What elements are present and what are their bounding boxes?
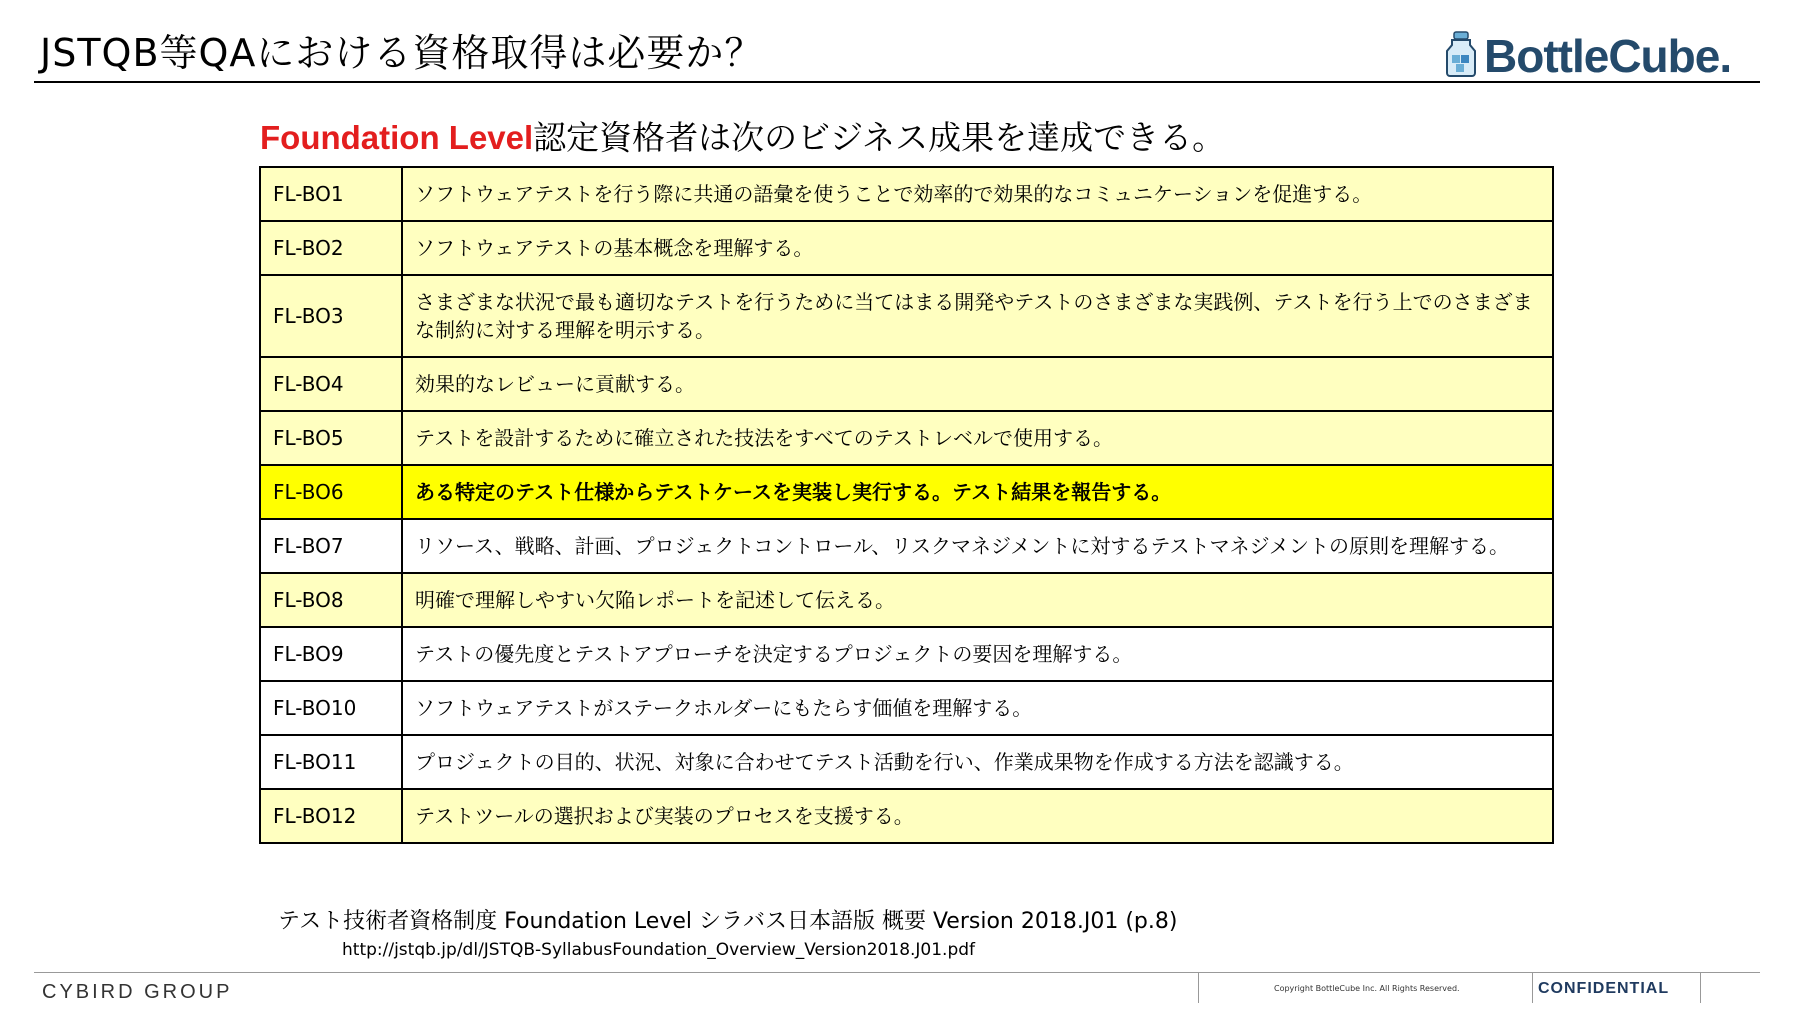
outcome-code: FL-BO7	[260, 519, 402, 573]
outcome-code: FL-BO4	[260, 357, 402, 411]
table-row	[260, 221, 1553, 275]
table-row-highlighted	[260, 465, 1553, 519]
reference-url[interactable]: http://jstqb.jp/dl/JSTQB-SyllabusFoundation_Overview_Version2018.J01.pdf	[342, 940, 976, 960]
outcome-description: ソフトウェアテストがステークホルダーにもたらす価値を理解する。	[402, 681, 1553, 735]
outcome-description: テストを設計するために確立された技法をすべてのテストレベルで使用する。	[402, 411, 1553, 465]
outcome-description: テストの優先度とテストアプローチを決定するプロジェクトの要因を理解する。	[402, 627, 1553, 681]
subtitle-accent: Foundation Level	[260, 119, 534, 156]
table-row	[260, 735, 1553, 789]
title-divider	[34, 81, 1760, 83]
outcome-code: FL-BO5	[260, 411, 402, 465]
outcome-description: 明確で理解しやすい欠陥レポートを記述して伝える。	[402, 573, 1553, 627]
outcome-code: FL-BO10	[260, 681, 402, 735]
outcome-code: FL-BO6	[260, 465, 402, 519]
bottlecube-logo	[1444, 28, 1731, 84]
outcome-description: さまざまな状況で最も適切なテストを行うために当てはまる開発やテストのさまざまな実践例、テストを行う上でのさまざまな制約に対する理解を明示する。	[402, 275, 1553, 357]
footer-separator	[1532, 973, 1533, 1003]
outcome-description: ソフトウェアテストを行う際に共通の語彙を使うことで効率的で効果的なコミュニケーションを促進する。	[402, 167, 1553, 221]
table-row	[260, 411, 1553, 465]
outcome-code: FL-BO12	[260, 789, 402, 843]
footer-divider	[34, 972, 1760, 973]
table-row	[260, 789, 1553, 843]
slide-subtitle	[260, 112, 1225, 159]
business-outcomes-table	[259, 166, 1554, 844]
outcome-description: プロジェクトの目的、状況、対象に合わせてテスト活動を行い、作業成果物を作成する方法を認識する。	[402, 735, 1553, 789]
outcome-code: FL-BO8	[260, 573, 402, 627]
outcome-description: テストツールの選択および実装のプロセスを支援する。	[402, 789, 1553, 843]
page-title: JSTQB等QAにおける資格取得は必要か？	[40, 31, 764, 75]
outcome-description: ソフトウェアテストの基本概念を理解する。	[402, 221, 1553, 275]
logo-wordmark: BottleCube.	[1484, 30, 1732, 82]
outcome-description: 効果的なレビューに貢献する。	[402, 357, 1553, 411]
copyright-text: Copyright BottleCube Inc. All Rights Reserved.	[1274, 984, 1460, 993]
footer-separator	[1198, 973, 1199, 1003]
table-row	[260, 357, 1553, 411]
outcome-code: FL-BO3	[260, 275, 402, 357]
table-row	[260, 519, 1553, 573]
table-row	[260, 627, 1553, 681]
table-row	[260, 275, 1553, 357]
outcome-description: ある特定のテスト仕様からテストケースを実装し実行する。テスト結果を報告する。	[402, 465, 1553, 519]
cybird-group-logo: CYBIRD GROUP	[42, 981, 233, 1003]
confidential-label: CONFIDENTIAL	[1538, 980, 1670, 997]
outcome-description: リソース、戦略、計画、プロジェクトコントロール、リスクマネジメントに対するテストマネジメントの原則を理解する。	[402, 519, 1553, 573]
outcome-code: FL-BO9	[260, 627, 402, 681]
reference-citation: テスト技術者資格制度 Foundation Level シラバス日本語版 概要 Version 2018.J01 (p.8)	[278, 909, 1178, 934]
bottle-icon	[1444, 31, 1478, 81]
outcome-code: FL-BO11	[260, 735, 402, 789]
table-row	[260, 681, 1553, 735]
subtitle-rest: 認定資格者は次のビジネス成果を達成できる。	[533, 118, 1226, 157]
table-row	[260, 573, 1553, 627]
outcome-code: FL-BO2	[260, 221, 402, 275]
table-row	[260, 167, 1553, 221]
footer-separator	[1700, 973, 1701, 1003]
outcome-code: FL-BO1	[260, 167, 402, 221]
